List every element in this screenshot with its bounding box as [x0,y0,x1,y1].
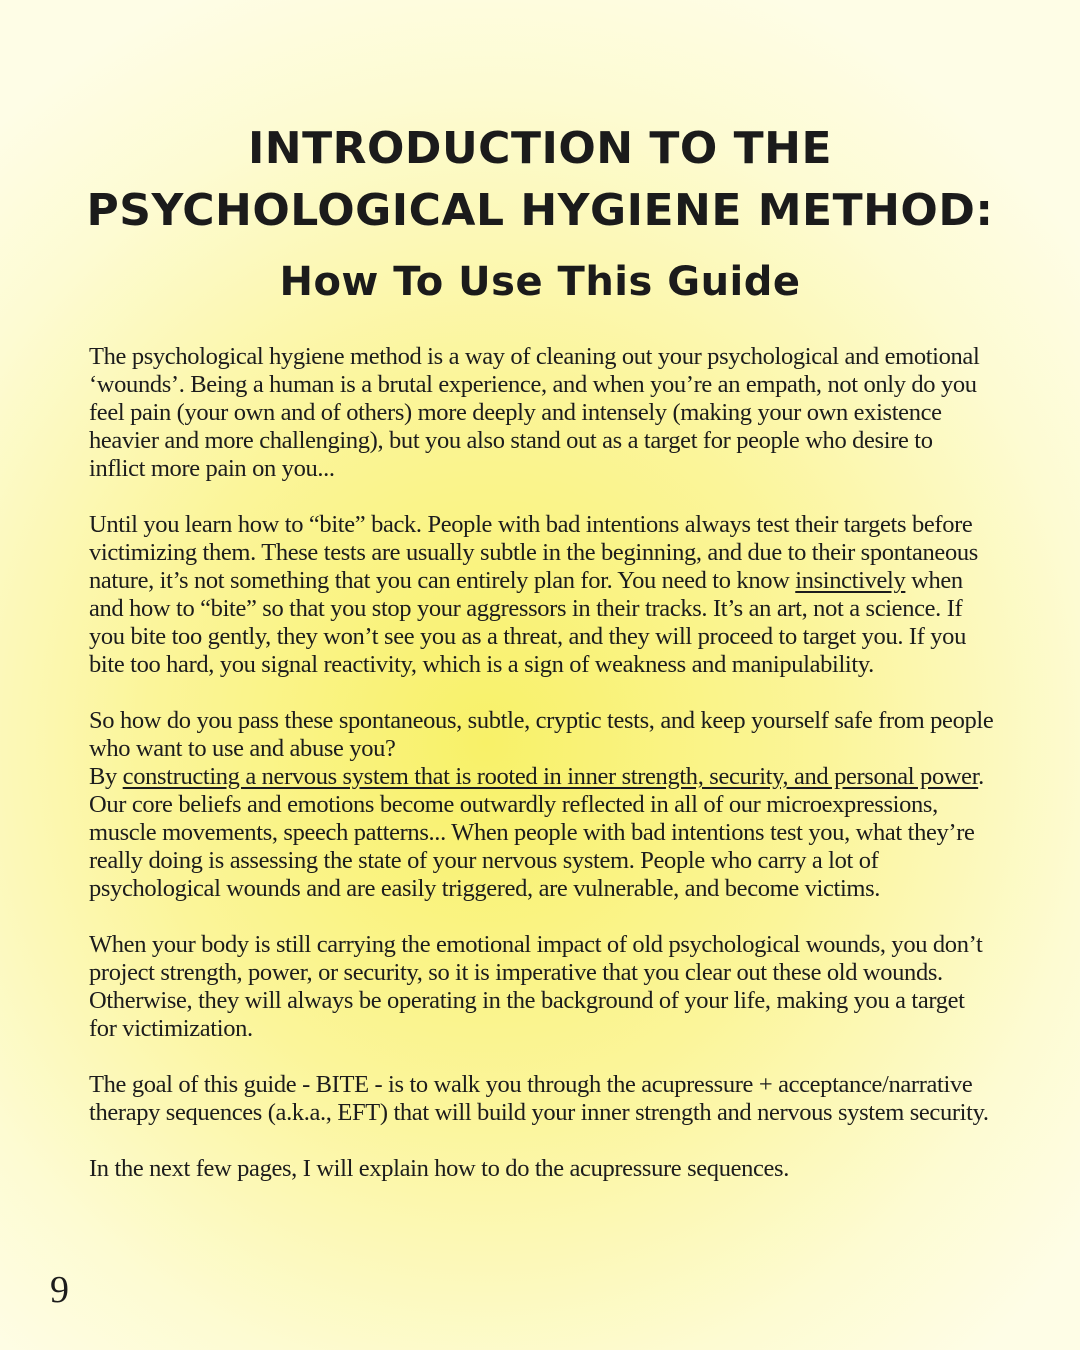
paragraph-nervous-system-text-1: By [89,763,123,790]
paragraph-guide-goal: The goal of this guide - BITE - is to walk you through the acupressure + acceptance/narrative therapy sequences (a.k.a., EFT) that will build your inner strength and nervous system security. [89,1071,989,1126]
paragraph-nervous-system [89,707,994,903]
paragraph-bite-back-text-2: when and how to “bite” so that you stop your aggressors in their tracks. It’s an art, not a science. If you bite too gently, they won’t see you as a threat, and they will proceed to target you. If you bite too hard, you signal reactivity, which is a sign of weakness and manipulability. [89,567,966,678]
paragraph-question: So how do you pass these spontaneous, subtle, cryptic tests, and keep yourself safe from people who want to use and abuse you? [89,707,994,762]
page-subtitle: How To Use This Guide [279,259,801,305]
page-number: 9 [50,1269,69,1311]
paragraph-nervous-system-text-2: . Our core beliefs and emotions become outwardly reflected in all of our microexpressions, muscle movements, speech patterns... When people with bad intentions test you, what they’re really doing is assessing the state of your nervous system. People who carry a lot of psychological wounds and are easily triggered, are vulnerable, and become victims. [89,763,984,902]
paragraph-old-wounds: When your body is still carrying the emotional impact of old psychological wounds, you don’t project strength, power, or security, so it is imperative that you clear out these old wounds. Otherwise, they will always be operating in the background of your life, making you a target for victimization. [89,931,983,1042]
title-line-1: INTRODUCTION TO THE [247,123,833,174]
underlined-nervous-system-phrase: constructing a nervous system that is rooted in inner strength, security, and personal power [122,763,979,790]
paragraph-bite-back-text-1: Until you learn how to “bite” back. People with bad intentions always test their targets before victimizing them. These tests are usually subtle in the beginning, and due to their spontaneous nature, it’s not something that you can entirely plan for. You need to know [89,511,978,594]
paragraph-intro: The psychological hygiene method is a way of cleaning out your psychological and emotional ‘wounds’. Being a human is a brutal experience, and when you’re an empath, not only do you feel pain (your own and of others) more deeply and intensely (making your own existence heavier and more challenging), but you also stand out as a target for people who desire to inflict more pain on you... [89,343,980,482]
paragraph-bite-back [89,511,994,679]
title-line-2: PSYCHOLOGICAL HYGIENE METHOD: [86,185,994,236]
page-title [60,118,1020,322]
paragraph-next-pages: In the next few pages, I will explain how to do the acupressure sequences. [89,1155,790,1182]
underlined-insinctively: insinctively [795,567,906,594]
body-text [89,343,994,1211]
